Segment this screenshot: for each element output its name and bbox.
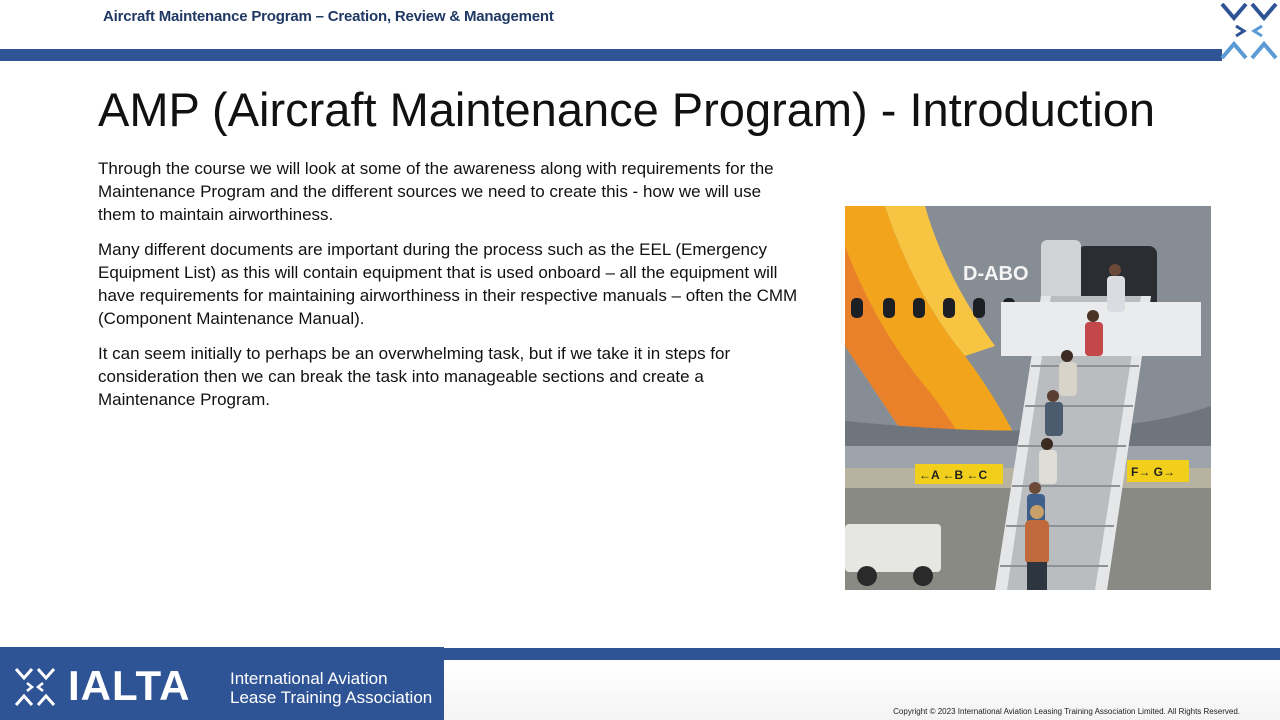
header-title: Aircraft Maintenance Program – Creation, Review & Management [103, 8, 554, 25]
ialta-logo-icon [1218, 0, 1280, 62]
aircraft-registration: D-ABO [963, 263, 1029, 285]
footer-brand-panel [0, 647, 444, 720]
brand-name-line2: Lease Training Association [230, 688, 433, 707]
taxi-sign-right: F→ G→ [1131, 465, 1175, 479]
body-paragraph: It can seem initially to perhaps be an overwhelming task, but if we take it in steps for consideration then we can break the task into manageable sections and create a Maintenance Program. [98, 344, 731, 409]
body-paragraph: Through the course we will look at some of the awareness along with requirements for the Maintenance Program and the different sources we need to create this - how we will use them to maintain airworthiness. [98, 159, 774, 224]
brand-wordmark: IALTA [68, 662, 191, 709]
boarding-photo [845, 206, 1211, 590]
brand-name-line1: International Aviation [230, 669, 388, 688]
header-bar [0, 49, 1222, 61]
copyright-notice: Copyright © 2023 International Aviation Leasing Training Association Limited. All Rights Reserved. [893, 707, 1240, 716]
slide-body [98, 157, 803, 423]
ialta-mark-icon [14, 667, 56, 707]
taxi-sign-left: ←A ←B ←C [919, 468, 988, 482]
body-paragraph: Many different documents are important during the process such as the EEL (Emergency Equipment List) as this will contain equipment that is used onboard – all the equipment will have requirements for maintaining airworthiness in their respective manuals – often the CMM (Component Maintenance Manual). [98, 240, 798, 328]
slide-title: AMP (Aircraft Maintenance Program) - Introduction [98, 83, 1156, 136]
